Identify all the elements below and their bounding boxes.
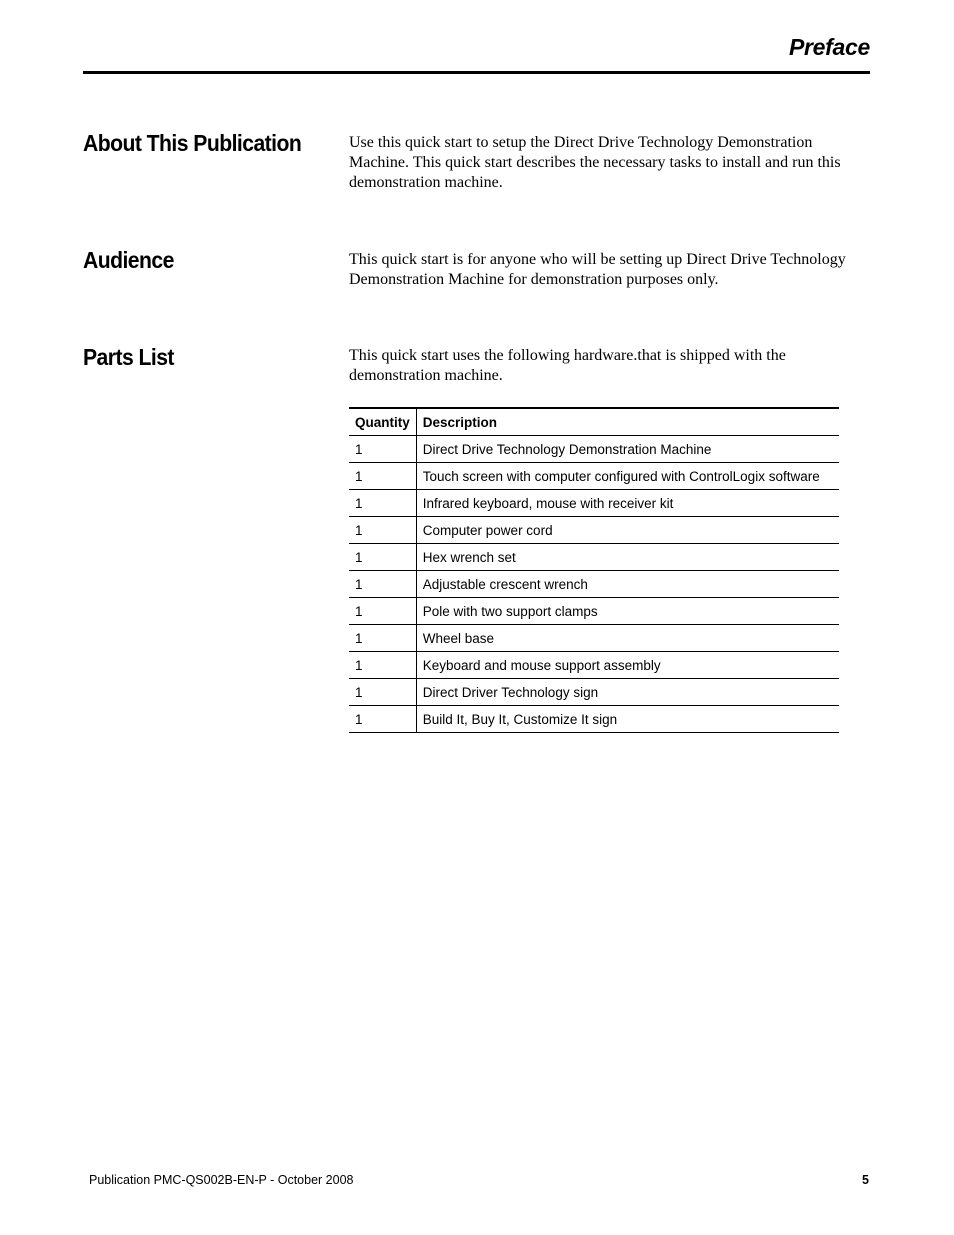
table-row [349, 490, 839, 517]
description-cell: Keyboard and mouse support assembly [416, 652, 839, 679]
quantity-cell: 1 [349, 490, 416, 517]
table-row [349, 571, 839, 598]
quantity-cell: 1 [349, 706, 416, 733]
table-row [349, 706, 839, 733]
parts-table-header-row [349, 408, 839, 436]
quantity-cell: 1 [349, 625, 416, 652]
page-number: 5 [862, 1173, 869, 1187]
quantity-cell: 1 [349, 544, 416, 571]
quantity-cell: 1 [349, 652, 416, 679]
quantity-cell: 1 [349, 463, 416, 490]
page-header-title: Preface [788, 34, 870, 60]
quantity-cell: 1 [349, 679, 416, 706]
table-row [349, 436, 839, 463]
quantity-cell: 1 [349, 436, 416, 463]
table-row [349, 463, 839, 490]
description-cell: Direct Driver Technology sign [416, 679, 839, 706]
about-text: Use this quick start to setup the Direct Drive Technology Demonstration Machine. This quick start describes the necessary tasks to install and run this demonstration machine. [349, 134, 841, 191]
description-cell: Direct Drive Technology Demonstration Machine [416, 436, 839, 463]
parts-list-text: This quick start uses the following hardware.that is shipped with the demonstration machine. [349, 347, 786, 384]
description-cell: Infrared keyboard, mouse with receiver kit [416, 490, 839, 517]
table-row [349, 544, 839, 571]
table-row [349, 598, 839, 625]
description-cell: Build It, Buy It, Customize It sign [416, 706, 839, 733]
table-row [349, 652, 839, 679]
audience-text: This quick start is for anyone who will be setting up Direct Drive Technology Demonstration Machine for demonstration purposes only. [349, 251, 846, 288]
about-heading: About This Publication [83, 130, 302, 156]
description-cell: Hex wrench set [416, 544, 839, 571]
description-cell: Computer power cord [416, 517, 839, 544]
quantity-cell: 1 [349, 598, 416, 625]
table-row [349, 625, 839, 652]
quantity-cell: 1 [349, 517, 416, 544]
parts-list-heading: Parts List [83, 344, 174, 370]
table-row [349, 679, 839, 706]
audience-heading: Audience [83, 247, 174, 273]
description-cell: Pole with two support clamps [416, 598, 839, 625]
quantity-column-header: Quantity [349, 408, 416, 436]
quantity-cell: 1 [349, 571, 416, 598]
publication-footer: Publication PMC-QS002B-EN-P - October 2008 [89, 1173, 354, 1187]
table-row [349, 517, 839, 544]
description-cell: Wheel base [416, 625, 839, 652]
description-cell: Adjustable crescent wrench [416, 571, 839, 598]
description-column-header: Description [416, 408, 839, 436]
parts-table [349, 407, 839, 733]
description-cell: Touch screen with computer configured with ControlLogix software [416, 463, 839, 490]
header-rule [83, 71, 870, 74]
